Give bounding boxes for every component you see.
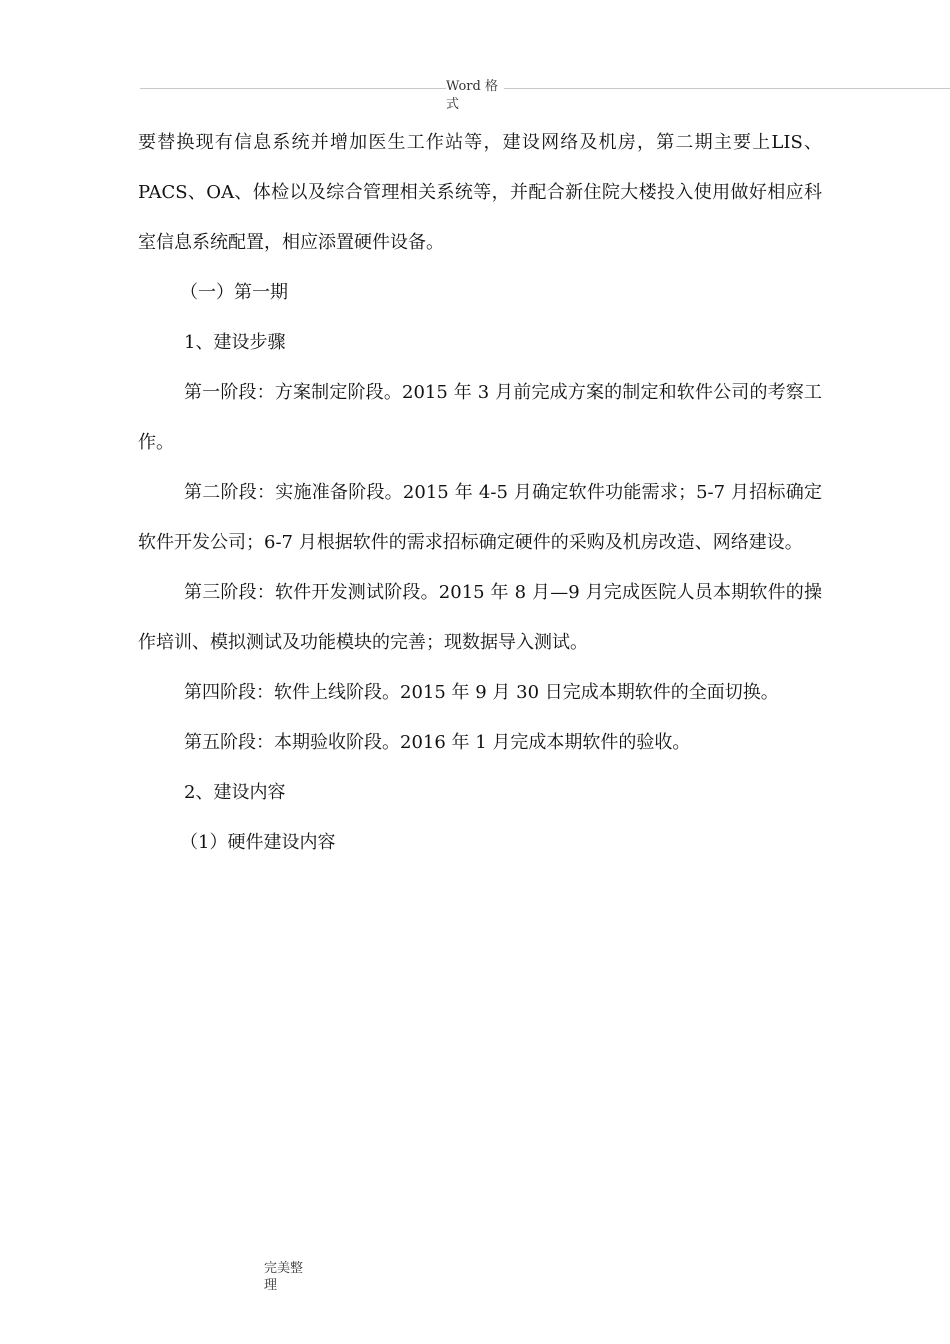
paragraph-stage-4: 第四阶段：软件上线阶段。2015 年 9 月 30 日完成本期软件的全面切换。 [184, 682, 779, 703]
subsection-heading-steps: 1、建设步骤 [184, 332, 286, 353]
page-footer-label: 完美整理 [264, 1261, 304, 1293]
document-body [138, 118, 822, 868]
section-heading: （一）第一期 [180, 282, 288, 303]
paragraph-stage-2: 第二阶段：实施准备阶段。2015 年 4-5 月确定软件功能需求；5-7 月招标确定软件开发公司；6-7 月根据软件的需求招标确定硬件的采购及机房改造、网络建设。 [138, 482, 822, 553]
header-rule [140, 88, 950, 89]
paragraph-stage-3: 第三阶段：软件开发测试阶段。2015 年 8 月—9 月完成医院人员本期软件的操作培训、模拟测试及功能模块的完善；现数据导入测试。 [138, 582, 822, 653]
paragraph-stage-5: 第五阶段：本期验收阶段。2016 年 1 月完成本期软件的验收。 [184, 732, 691, 753]
subsection-heading-content: 2、建设内容 [184, 782, 286, 803]
page-header-label: Word 格式 [446, 78, 504, 114]
paragraph-intro: 要替换现有信息系统并增加医生工作站等，建设网络及机房，第二期主要上LIS、PACS、OA、体检以及综合管理相关系统等，并配合新住院大楼投入使用做好相应科室信息系统配置，相应添置硬件设备。 [138, 132, 822, 253]
paragraph-stage-1: 第一阶段：方案制定阶段。2015 年 3 月前完成方案的制定和软件公司的考察工作。 [138, 382, 822, 453]
subsection-heading-hardware: （1）硬件建设内容 [180, 832, 336, 853]
